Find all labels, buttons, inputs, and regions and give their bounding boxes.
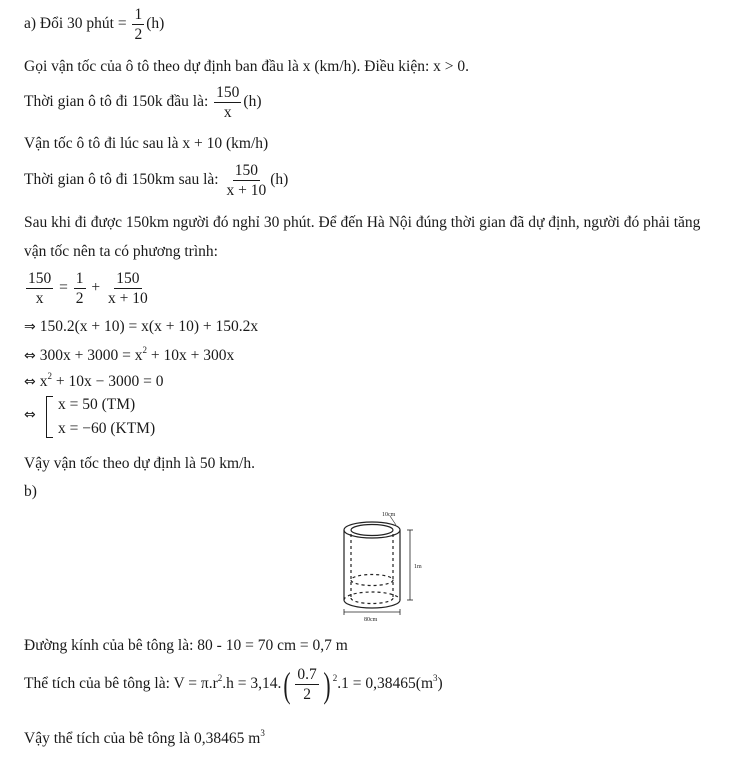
outer-bottom-arc xyxy=(344,600,400,608)
fraction-07-2: $\frac{0.7}{2}$ xyxy=(297,666,317,704)
root-2: x = −60 (KTM) xyxy=(58,420,156,437)
fraction-half: $\frac{1}{2}$ xyxy=(134,6,143,44)
step-3: ⇔ $x^2 + 10x - 3000 = 0$ xyxy=(24,371,164,390)
part-a-label: a) Đổi 30 phút xyxy=(24,15,114,33)
root-1: x = 50 (TM) xyxy=(58,396,136,413)
time-second-line: Thời gian ô tô đi 150km sau là: $\frac{150}{x + 10}$ (h) xyxy=(24,162,289,200)
step-1: ⇒ 150.2(x + 10) = x(x + 10) + 150.2x xyxy=(24,318,259,335)
main-equation: $\frac{150}{x}$ = $\frac{1}{2}$ + $\frac{150}{x + 10}$ xyxy=(28,270,148,308)
diameter-label: 80cm xyxy=(364,617,378,623)
equivalent-icon: ⇔ xyxy=(24,374,36,390)
fraction-150-x10: $\frac{150}{x + 10}$ xyxy=(226,162,267,200)
inner-mid-ellipse xyxy=(351,575,393,586)
volume-line: Thể tích của bê tông là: $V = \pi.r^2.h = 3,14$.( $\frac{0.7}{2}$ ) $^2.1 = 0,38465(m^3)$ xyxy=(24,664,443,705)
part-a-line: a) Đổi 30 phút = $\frac{1}{2}$ (h) xyxy=(24,6,165,44)
height-label: 1m xyxy=(414,564,422,570)
fraction-150-x: $\frac{150}{x}$ xyxy=(216,84,240,122)
inner-top-ellipse xyxy=(351,525,393,536)
part-b-label: b) xyxy=(24,483,37,500)
system-bracket xyxy=(46,396,53,438)
cylinder-figure xyxy=(330,508,440,626)
inner-bottom-arc xyxy=(351,598,393,604)
equivalent-icon: ⇔ xyxy=(24,407,36,423)
diameter-text: Đường kính của bê tông là: 80 - 10 = 70 cm = 0,7 m xyxy=(24,637,348,654)
speed-after-text: Vận tốc ô tô đi lúc sau là x + 10 (km/h) xyxy=(24,135,269,152)
part-b-conclusion: Vậy thể tích của bê tông là 0,38465 $m^3$ xyxy=(24,728,265,747)
part-a-conclusion: Vậy vận tốc theo dự định là 50 km/h. xyxy=(24,455,255,472)
implies-icon: ⇒ xyxy=(24,319,36,335)
step-2: ⇔ $300x + 3000 = x^2 + 10x + 300x$ xyxy=(24,345,235,364)
outer-bottom-back-arc xyxy=(344,592,400,600)
reasoning-line-1: Sau khi đi được 150km người đó nghỉ 30 phút. Để đến Hà Nội đúng thời gian đã dự định, người đó phải tăng xyxy=(24,214,701,231)
equivalent-icon: ⇔ xyxy=(24,348,36,364)
reasoning-line-2: vận tốc nên ta có phương trình: xyxy=(24,243,218,260)
time-first-line: Thời gian ô tô đi 150k đầu là: $\frac{150}{x}$ (h) xyxy=(24,84,262,122)
let-variable-text: Gọi vận tốc của ô tô theo dự định ban đầu là x (km/h). Điều kiện: x > 0. xyxy=(24,58,470,75)
thickness-label: 10cm xyxy=(382,512,396,518)
